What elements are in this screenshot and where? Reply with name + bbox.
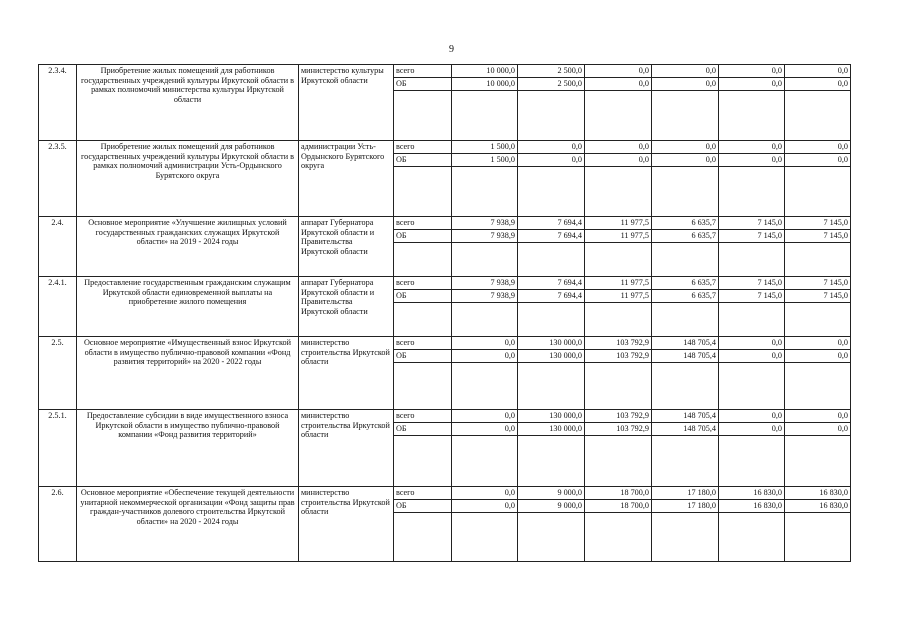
amount-cell: 0,0	[585, 141, 652, 154]
amount-cell: 1 500,0	[452, 141, 518, 154]
amount-cell: 7 145,0	[719, 290, 785, 303]
empty-cell	[652, 436, 719, 487]
empty-cell	[785, 363, 851, 410]
amount-cell: 0,0	[452, 423, 518, 436]
amount-cell: 0,0	[785, 154, 851, 167]
responsible-executor: министерство культуры Иркутской области	[299, 65, 394, 141]
amount-cell: 11 977,5	[585, 230, 652, 243]
amount-cell: 16 830,0	[719, 500, 785, 513]
empty-cell	[518, 363, 585, 410]
row-number: 2.4.1.	[39, 277, 77, 337]
empty-cell	[719, 436, 785, 487]
amount-cell: 0,0	[785, 410, 851, 423]
amount-cell: 7 694,4	[518, 230, 585, 243]
empty-cell	[394, 167, 452, 217]
amount-cell: 7 694,4	[518, 217, 585, 230]
empty-cell	[719, 167, 785, 217]
empty-cell	[585, 436, 652, 487]
empty-cell	[394, 436, 452, 487]
funding-source: ОБ	[394, 290, 452, 303]
amount-cell: 0,0	[785, 337, 851, 350]
amount-cell: 0,0	[785, 423, 851, 436]
page-number: 9	[449, 44, 454, 55]
responsible-executor: администрации Усть-Ордынского Бурятского округа	[299, 141, 394, 217]
amount-cell: 130 000,0	[518, 350, 585, 363]
funding-source: ОБ	[394, 423, 452, 436]
row-number: 2.5.	[39, 337, 77, 410]
table-row	[39, 337, 851, 350]
empty-cell	[585, 513, 652, 562]
amount-cell: 0,0	[652, 78, 719, 91]
amount-cell: 0,0	[785, 65, 851, 78]
empty-cell	[585, 303, 652, 337]
empty-cell	[452, 167, 518, 217]
amount-cell: 7 145,0	[785, 290, 851, 303]
amount-cell: 7 938,9	[452, 217, 518, 230]
measure-name: Приобретение жилых помещений для работников государственных учреждений культуры Иркутской области в рамках полномочий администрации Усть-Ордынского Бурятского округа	[77, 141, 299, 217]
measure-name: Предоставление государственным гражданским служащим Иркутской области единовременной выплаты на приобретение жилого помещения	[77, 277, 299, 337]
empty-cell	[719, 303, 785, 337]
amount-cell: 11 977,5	[585, 217, 652, 230]
empty-cell	[518, 513, 585, 562]
empty-cell	[394, 243, 452, 277]
funding-source: ОБ	[394, 154, 452, 167]
amount-cell: 9 000,0	[518, 500, 585, 513]
amount-cell: 11 977,5	[585, 290, 652, 303]
empty-cell	[652, 243, 719, 277]
amount-cell: 6 635,7	[652, 217, 719, 230]
amount-cell: 148 705,4	[652, 350, 719, 363]
amount-cell: 0,0	[452, 410, 518, 423]
empty-cell	[719, 513, 785, 562]
amount-cell: 6 635,7	[652, 230, 719, 243]
amount-cell: 103 792,9	[585, 410, 652, 423]
empty-cell	[652, 167, 719, 217]
amount-cell: 2 500,0	[518, 65, 585, 78]
amount-cell: 0,0	[719, 154, 785, 167]
empty-cell	[585, 363, 652, 410]
amount-cell: 16 830,0	[719, 487, 785, 500]
amount-cell: 0,0	[452, 500, 518, 513]
amount-cell: 7 145,0	[719, 217, 785, 230]
amount-cell: 0,0	[785, 350, 851, 363]
empty-cell	[452, 363, 518, 410]
amount-cell: 0,0	[719, 78, 785, 91]
amount-cell: 2 500,0	[518, 78, 585, 91]
measure-name: Основное мероприятие «Обеспечение текущей деятельности унитарной некоммерческой организации «Фонд защиты прав граждан-участников долевого строительства Иркутской области» на 2020 - 2024 годы	[77, 487, 299, 562]
amount-cell: 17 180,0	[652, 487, 719, 500]
amount-cell: 7 694,4	[518, 277, 585, 290]
amount-cell: 0,0	[452, 350, 518, 363]
amount-cell: 103 792,9	[585, 350, 652, 363]
funding-source: всего	[394, 337, 452, 350]
empty-cell	[652, 513, 719, 562]
empty-cell	[394, 91, 452, 141]
amount-cell: 0,0	[452, 337, 518, 350]
empty-cell	[452, 436, 518, 487]
empty-cell	[785, 243, 851, 277]
empty-cell	[652, 303, 719, 337]
table-row	[39, 277, 851, 290]
amount-cell: 16 830,0	[785, 487, 851, 500]
funding-source: ОБ	[394, 350, 452, 363]
amount-cell: 7 694,4	[518, 290, 585, 303]
empty-cell	[394, 363, 452, 410]
amount-cell: 0,0	[585, 78, 652, 91]
amount-cell: 103 792,9	[585, 337, 652, 350]
amount-cell: 0,0	[719, 423, 785, 436]
amount-cell: 7 145,0	[785, 230, 851, 243]
amount-cell: 7 145,0	[719, 277, 785, 290]
amount-cell: 0,0	[719, 141, 785, 154]
empty-cell	[518, 167, 585, 217]
amount-cell: 7 145,0	[719, 230, 785, 243]
funding-source: всего	[394, 65, 452, 78]
row-number: 2.4.	[39, 217, 77, 277]
empty-cell	[585, 167, 652, 217]
amount-cell: 0,0	[719, 65, 785, 78]
amount-cell: 0,0	[719, 350, 785, 363]
empty-cell	[785, 303, 851, 337]
empty-cell	[785, 91, 851, 141]
table-body	[39, 65, 851, 562]
funding-source: ОБ	[394, 78, 452, 91]
empty-cell	[518, 436, 585, 487]
responsible-executor: аппарат Губернатора Иркутской области и Правительства Иркутской области	[299, 277, 394, 337]
table-row	[39, 65, 851, 78]
row-number: 2.6.	[39, 487, 77, 562]
amount-cell: 10 000,0	[452, 78, 518, 91]
table-row	[39, 217, 851, 230]
amount-cell: 10 000,0	[452, 65, 518, 78]
amount-cell: 103 792,9	[585, 423, 652, 436]
amount-cell: 18 700,0	[585, 500, 652, 513]
amount-cell: 0,0	[518, 154, 585, 167]
amount-cell: 0,0	[585, 65, 652, 78]
empty-cell	[785, 436, 851, 487]
row-number: 2.3.5.	[39, 141, 77, 217]
measure-name: Предоставление субсидии в виде имущественного взноса Иркутской области в имущество публично-правовой компании «Фонд развития территорий»	[77, 410, 299, 487]
empty-cell	[719, 363, 785, 410]
amount-cell: 11 977,5	[585, 277, 652, 290]
row-number: 2.3.4.	[39, 65, 77, 141]
empty-cell	[719, 91, 785, 141]
empty-cell	[452, 303, 518, 337]
empty-cell	[518, 303, 585, 337]
funding-source: ОБ	[394, 230, 452, 243]
amount-cell: 148 705,4	[652, 410, 719, 423]
empty-cell	[719, 243, 785, 277]
row-number: 2.5.1.	[39, 410, 77, 487]
amount-cell: 0,0	[652, 141, 719, 154]
empty-cell	[585, 91, 652, 141]
table-row	[39, 141, 851, 154]
funding-source: всего	[394, 141, 452, 154]
funding-source: всего	[394, 410, 452, 423]
funding-source: всего	[394, 277, 452, 290]
program-table	[38, 64, 851, 562]
amount-cell: 6 635,7	[652, 290, 719, 303]
amount-cell: 7 938,9	[452, 277, 518, 290]
measure-name: Приобретение жилых помещений для работников государственных учреждений культуры Иркутской области в рамках полномочий министерства культуры Иркутской области	[77, 65, 299, 141]
empty-cell	[452, 513, 518, 562]
empty-cell	[452, 243, 518, 277]
empty-cell	[785, 167, 851, 217]
amount-cell: 7 145,0	[785, 217, 851, 230]
amount-cell: 130 000,0	[518, 337, 585, 350]
amount-cell: 17 180,0	[652, 500, 719, 513]
measure-name: Основное мероприятие «Улучшение жилищных условий государственных гражданских служащих Иркутской области» на 2019 - 2024 годы	[77, 217, 299, 277]
amount-cell: 0,0	[652, 65, 719, 78]
amount-cell: 7 938,9	[452, 290, 518, 303]
amount-cell: 0,0	[719, 337, 785, 350]
amount-cell: 7 938,9	[452, 230, 518, 243]
amount-cell: 7 145,0	[785, 277, 851, 290]
empty-cell	[585, 243, 652, 277]
empty-cell	[518, 243, 585, 277]
empty-cell	[394, 303, 452, 337]
empty-cell	[652, 91, 719, 141]
responsible-executor: аппарат Губернатора Иркутской области и Правительства Иркутской области	[299, 217, 394, 277]
funding-source: всего	[394, 217, 452, 230]
empty-cell	[452, 91, 518, 141]
amount-cell: 0,0	[785, 78, 851, 91]
amount-cell: 130 000,0	[518, 410, 585, 423]
empty-cell	[394, 513, 452, 562]
amount-cell: 148 705,4	[652, 423, 719, 436]
funding-source: всего	[394, 487, 452, 500]
responsible-executor: министерство строительства Иркутской области	[299, 487, 394, 562]
amount-cell: 9 000,0	[518, 487, 585, 500]
amount-cell: 0,0	[785, 141, 851, 154]
amount-cell: 0,0	[518, 141, 585, 154]
table-row	[39, 410, 851, 423]
responsible-executor: министерство строительства Иркутской области	[299, 410, 394, 487]
responsible-executor: министерство строительства Иркутской области	[299, 337, 394, 410]
empty-cell	[785, 513, 851, 562]
funding-source: ОБ	[394, 500, 452, 513]
amount-cell: 18 700,0	[585, 487, 652, 500]
amount-cell: 148 705,4	[652, 337, 719, 350]
empty-cell	[652, 363, 719, 410]
amount-cell: 0,0	[652, 154, 719, 167]
table-row	[39, 487, 851, 500]
amount-cell: 1 500,0	[452, 154, 518, 167]
amount-cell: 0,0	[452, 487, 518, 500]
amount-cell: 0,0	[719, 410, 785, 423]
amount-cell: 16 830,0	[785, 500, 851, 513]
amount-cell: 130 000,0	[518, 423, 585, 436]
amount-cell: 0,0	[585, 154, 652, 167]
empty-cell	[518, 91, 585, 141]
measure-name: Основное мероприятие «Имущественный взнос Иркутской области в имущество публично-правовой компании «Фонд развития территорий» на 2020 - 2022 годы	[77, 337, 299, 410]
amount-cell: 6 635,7	[652, 277, 719, 290]
